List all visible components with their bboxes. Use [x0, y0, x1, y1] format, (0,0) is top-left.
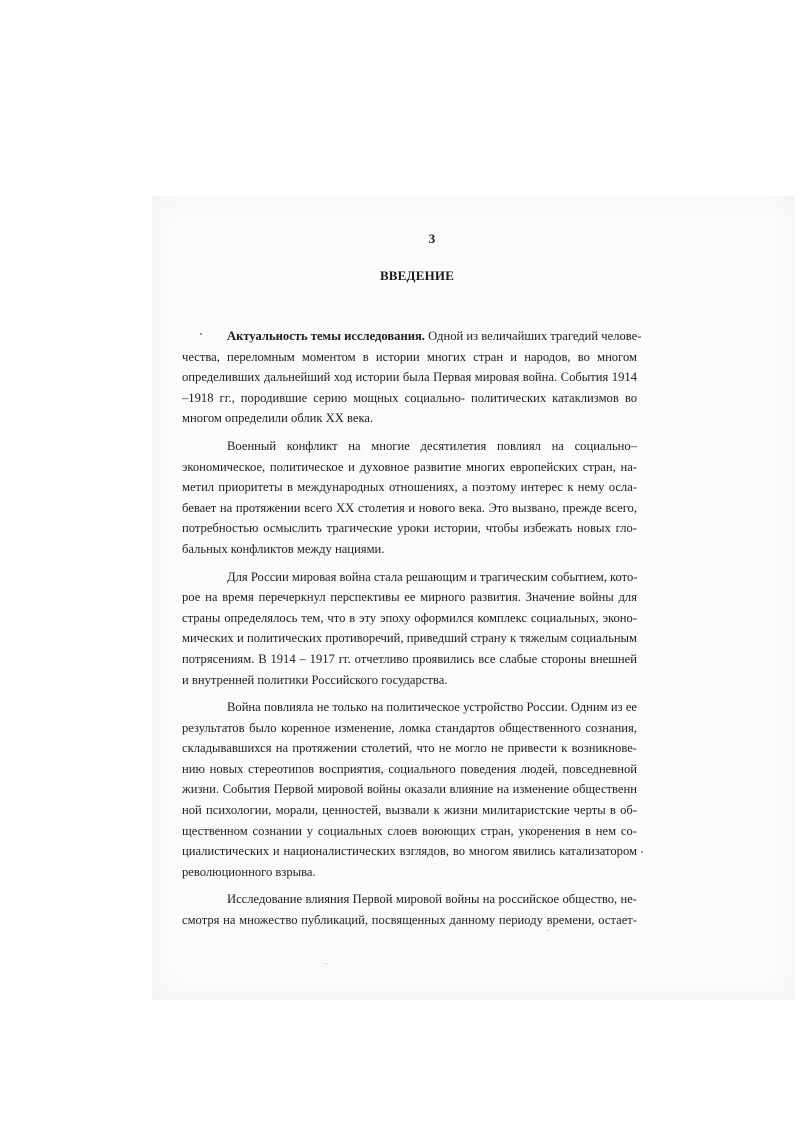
paragraph-russia-war — [182, 567, 637, 691]
page-number: 3 — [428, 231, 436, 246]
scan-speck — [641, 851, 643, 853]
text-line: потребностью осмыслить трагические уроки истории, чтобы избежать новых гло- — [182, 521, 637, 536]
text-line: нию новых стереотипов восприятия, социального поведения людей, повседневной — [182, 761, 637, 776]
text-line: мических и политических противоречий, приведший страну к тяжелым социальным — [182, 631, 637, 646]
scan-speck — [200, 333, 202, 335]
paragraph-lead: Актуальность темы исследования. — [227, 329, 425, 343]
text-line: Для России мировая война стала решающим и трагическим событием, кото- — [227, 569, 638, 584]
text-line: Исследование влияния Первой мировой войны на российское общество, не- — [227, 892, 637, 907]
text-line: и внутренней политики Российского государства. — [182, 672, 448, 687]
text-line: определивших дальнейший ход истории была Первая мировая война. События 1914 — [182, 370, 637, 385]
text-line — [182, 326, 642, 347]
text-line: ной психологии, морали, ценностей, вызвали к жизни милитаристские черты в об- — [182, 803, 637, 818]
text-line: Военный конфликт на многие десятилетия повлиял на социально– — [227, 438, 637, 453]
text-line-content: Одной из величайших трагедий челове- — [424, 329, 642, 343]
text-line: циалистических и националистических взглядов, во многом явились катализатором — [182, 844, 637, 859]
text-line: потрясениям. В 1914 – 1917 гг. отчетливо проявились все слабые стороны внешней — [182, 651, 637, 666]
text-line: бевает на протяжении всего XX столетия и нового века. Это вызвано, прежде всего, — [182, 500, 637, 515]
text-line: многом определили облик XX века. — [182, 411, 374, 426]
text-line: метил приоритеты в международных отношениях, а поэтому интерес к нему осла- — [182, 480, 637, 495]
section-heading: ВВЕДЕНИЕ — [379, 268, 455, 283]
text-line: революционного взрыва. — [182, 864, 316, 879]
text-line: смотря на множество публикаций, посвященных данному периоду времени, остает- — [182, 913, 637, 928]
text-line: чества, переломным моментом в истории многих стран и народов, во многом — [182, 349, 637, 364]
text-line: складывавшихся на протяжении столетий, что не могло не привести к возникнове- — [182, 741, 637, 756]
paragraph-military-conflict — [182, 436, 637, 560]
text-line: жизни. События Первой мировой войны оказали влияние на изменение общественн — [182, 782, 637, 797]
paragraph-research — [182, 889, 637, 930]
scan-speck — [548, 930, 549, 931]
text-line: экономическое, политическое и духовное развитие многих европейских стран, на- — [182, 459, 637, 474]
text-line: результатов было коренное изменение, ломка стандартов общественного сознания, — [182, 720, 637, 735]
text-line: –1918 гг., породившие серию мощных социально- политических катаклизмов во — [182, 390, 637, 405]
paragraph-war-influence — [182, 697, 637, 882]
text-line: рое на время перечеркнул перспективы ее мирного развития. Значение войны для — [182, 590, 637, 605]
text-line: Война повлияла не только на политическое устройство России. Одним из ее — [227, 700, 637, 715]
paragraph-relevance — [182, 326, 642, 429]
body-text — [182, 326, 642, 938]
text-line: бальных конфликтов между нациями. — [182, 541, 385, 556]
text-line: щественном сознании у социальных слоев воюющих стран, укоренения в нем со- — [182, 823, 637, 838]
text-line: страны определялось тем, что в эту эпоху оформился комплекс социальных, эконо- — [182, 610, 637, 625]
scan-speck — [326, 963, 327, 964]
